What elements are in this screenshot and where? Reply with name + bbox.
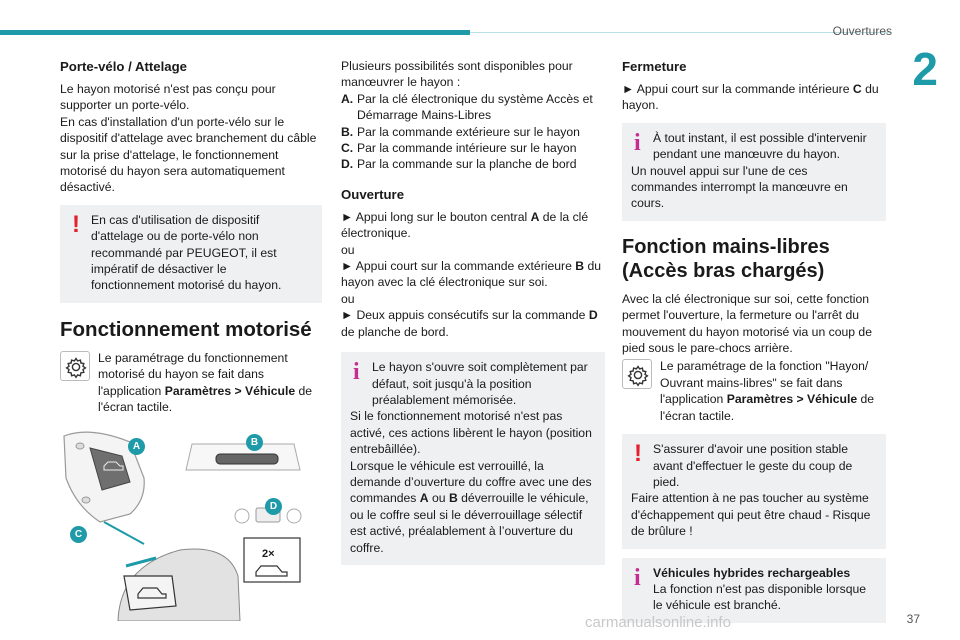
step: ► Appui court sur la commande extérieure B du hayon avec la clé électronique sur soi. <box>341 259 602 290</box>
info-box: i À tout instant, il est possible d'intervenir pendant une manœuvre du hayon. Un nouvel appui sur l'une de ces commandes interrompt la manœuvre en cours. <box>622 123 886 221</box>
warning-box: ! S'assurer d'avoir une position stable avant d'effectuer le geste du coup de pied. Faire attention à ne pas toucher au système d'échappement qui peut être chaud - Risque de brûlure ! <box>622 434 886 548</box>
heading-fonctionnement-motorise: Fonctionnement motorisé <box>60 317 312 341</box>
paragraph: Le hayon motorisé n'est pas conçu pour supporter un porte-vélo. <box>60 82 276 113</box>
heading-porte-velo: Porte-vélo / Attelage <box>60 59 188 74</box>
settings-text: Le paramétrage du fonctionnement motorisé du hayon se fait dans l'application Paramètres > Véhicule de l'écran tactile. <box>98 350 313 415</box>
column-middle <box>341 58 605 574</box>
column-left <box>60 58 322 621</box>
list-item: B. Par la commande extérieure sur le hayon <box>341 124 580 139</box>
info-icon: i <box>353 359 360 386</box>
warning-icon: ! <box>72 210 80 238</box>
page-number: 37 <box>906 612 920 626</box>
gear-icon <box>622 359 652 389</box>
info-icon: i <box>634 129 641 156</box>
list-item: C. Par la commande intérieure sur le hayon <box>341 141 577 156</box>
step: ► Appui long sur le bouton central A de la clé électronique. <box>341 209 589 241</box>
header-accent-bar <box>0 30 470 35</box>
list-item: A. Par la clé électronique du système Accès et Démarrage Mains-Libres <box>341 91 593 123</box>
header-rule <box>470 32 890 33</box>
gear-icon <box>60 351 90 381</box>
paragraph: Avec la clé électronique sur soi, cette fonction permet l'ouverture, la fermeture ou l'arrêt du mouvement du hayon motorisé via un coup de pied sous le pare-chocs arrière. <box>622 291 872 356</box>
interior-button-drawing <box>104 522 240 621</box>
info-box: i Véhicules hybrides rechargeables La fonction n'est pas disponible lorsque le véhicule est branché. <box>622 558 886 623</box>
warning-box <box>60 205 322 303</box>
heading-mains-libres: Fonction mains-libres (Accès bras chargés) <box>622 235 830 282</box>
chapter-number: 2 <box>912 43 938 95</box>
badge-b: B <box>246 434 263 451</box>
list-item: D. Par la commande sur la planche de bord <box>341 157 577 172</box>
settings-note <box>622 358 886 424</box>
exterior-button-drawing <box>186 444 300 470</box>
section-title: Ouvertures <box>832 24 892 38</box>
double-press-label: 2× <box>262 547 275 560</box>
tailgate-controls-figure <box>60 426 304 621</box>
or-text: ou <box>341 291 355 306</box>
controls-illustration <box>60 426 304 621</box>
badge-a: A <box>128 438 145 455</box>
info-icon: i <box>634 564 641 591</box>
heading-fermeture: Fermeture <box>622 59 687 74</box>
warning-text: En cas d'utilisation de dispositif d'attelage ou de porte-vélo non recommandé par PEUGEOT, il est impératif de désactiver le fonctionnement motorisé du hayon. <box>91 212 282 293</box>
badge-c: C <box>70 526 87 543</box>
badge-d: D <box>265 498 282 515</box>
step: ► Appui court sur la commande intérieure C du hayon. <box>622 82 879 113</box>
intro-text: Plusieurs possibilités sont disponibles pour manœuvrer le hayon : <box>341 59 573 90</box>
heading-ouverture: Ouverture <box>341 186 405 202</box>
paragraph: En cas d'installation d'un porte-vélo sur le dispositif d'attelage avec branchement du câble sur la prise d'attelage, le fonctionnement motorisé du hayon sera automatiquement désactivé. <box>60 114 317 195</box>
column-right <box>622 58 886 632</box>
or-text: ou <box>341 242 355 257</box>
info-box: i Le hayon s'ouvre soit complètement par défaut, soit jusqu'à la position préalablement mémorisée. Si le fonctionnement motorisé n'est pas activé, ces actions libèrent le hayon (position entrebâillée). Lorsque le véhicule est verrouillé, la demande d’ouverture du coffre avec une des commandes A ou B déverrouille le véhicule, ou le coffre seul si le déverrouillage sélectif est activé, préalablement à l’ouverture du coffre. <box>341 352 605 565</box>
settings-note <box>60 350 322 416</box>
step: ► Deux appuis consécutifs sur la commande D de planche de bord. <box>341 308 598 339</box>
warning-icon: ! <box>634 440 642 468</box>
settings-text: Le paramétrage de la fonction "Hayon/ Ouvrant mains-libres" se fait dans l'application Paramètres > Véhicule de l'écran tactile. <box>660 359 875 423</box>
watermark: carmanualsonline.info <box>585 614 731 631</box>
